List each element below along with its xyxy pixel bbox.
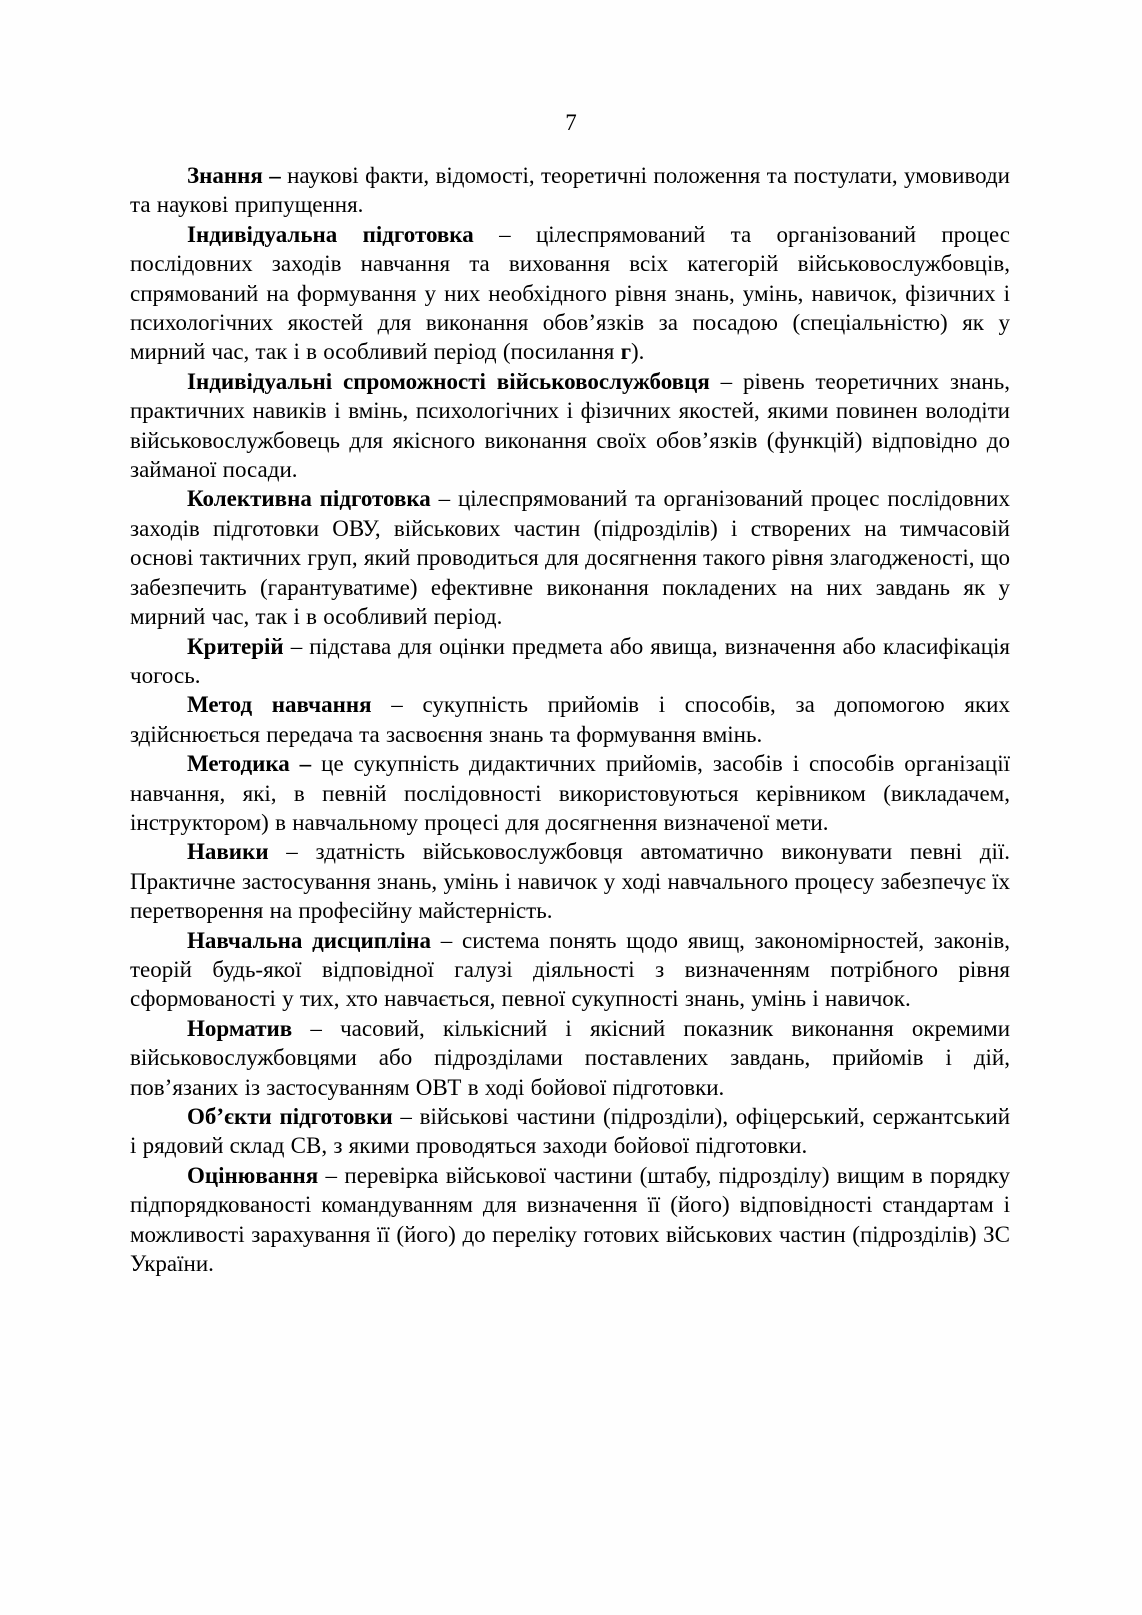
term-definition: – система понять щодо явищ, закономірностей, законів, теорій будь-якої відповідної галузі діяльності з визначенням потрібного рівня сформованості у тих, хто навчається, певної сукупності знань, умінь і навичок. bbox=[130, 927, 1010, 1012]
term-definition: це сукупність дидактичних прийомів, засобів і способів організації навчання, які, в певній послідовності використовуються керівником (викладачем, інструктором) в навчальному процесі для досягнення визначеної мети. bbox=[130, 751, 1010, 835]
term-label: Навчальна дисципліна bbox=[187, 927, 432, 953]
term-label: Індивідуальні спроможності військовослужбовця bbox=[187, 368, 710, 394]
term-label: Критерій bbox=[187, 633, 284, 659]
glossary-paragraph bbox=[130, 749, 1010, 837]
term-definition: – часовий, кількісний і якісний показник виконання окремими військовослужбовцями або підрозділами поставлених завдань, прийомів і дій, пов’язаних із застосуванням ОВТ в ході бойової підготовки. bbox=[130, 1015, 1010, 1100]
term-definition: – сукупність прийомів і способів, за допомогою яких здійснюється передача та засвоєння знань та формування вмінь. bbox=[130, 692, 1010, 747]
reference-tail: ). bbox=[631, 339, 645, 365]
term-label: Норматив bbox=[187, 1015, 293, 1041]
term-label: Метод навчання bbox=[187, 692, 372, 718]
term-definition: – цілеспрямований та організований процес послідовних заходів навчання та виховання всіх категорій військовослужбовців, спрямований на формування у них необхідного рівня знань, умінь, навичок, фізичних і психологічних якостей для виконання обов’язків за посадою (спеціальністю) як у мирний час, так і в особливий період (посилання bbox=[130, 221, 1010, 365]
text-content bbox=[130, 161, 1010, 1278]
term-label: Індивідуальна підготовка bbox=[187, 221, 474, 247]
term-label: Колективна підготовка bbox=[187, 486, 431, 512]
term-definition: наукові факти, відомості, теоретичні положення та постулати, умовиводи та наукові припущення. bbox=[130, 163, 1010, 218]
term-label: Навики bbox=[187, 839, 269, 865]
term-label: Об’єкти підготовки bbox=[187, 1104, 393, 1129]
glossary-paragraph bbox=[130, 690, 1010, 749]
glossary-paragraph bbox=[130, 926, 1010, 1014]
reference-bold: г bbox=[620, 339, 632, 365]
term-label: Методика – bbox=[187, 751, 312, 777]
glossary-paragraph bbox=[130, 367, 1010, 485]
page-number: 7 bbox=[565, 110, 577, 135]
glossary-paragraph bbox=[130, 1014, 1010, 1102]
glossary-paragraph bbox=[130, 837, 1010, 925]
glossary-paragraph bbox=[130, 161, 1010, 220]
term-definition: – перевірка військової частини (штабу, підрозділу) вищим в порядку підпорядкованості командуванням для визначення її (його) відповідності стандартам і можливості зарахування її (його) до переліку готових військових частин (підрозділів) ЗС України. bbox=[130, 1162, 1010, 1277]
glossary-paragraph bbox=[130, 1161, 1010, 1279]
term-definition: – рівень теоретичних знань, практичних навиків і вмінь, психологічних і фізичних якостей, якими повинен володіти військовослужбовець для якісного виконання своїх обов’язків (функцій) відповідно до займаної посади. bbox=[130, 368, 1010, 483]
term-label: Оцінювання bbox=[187, 1162, 319, 1188]
glossary-paragraph bbox=[130, 220, 1010, 367]
term-definition: – підстава для оцінки предмета або явища, визначення або класифікація чогось. bbox=[130, 633, 1010, 688]
term-definition: – цілеспрямований та організований процес послідовних заходів підготовки ОВУ, військових частин (підрозділів) і створених на тимчасовій основі тактичних груп, який проводиться для досягнення такого рівня злагодженості, що забезпечить (гарантуватиме) ефективне виконання покладених на них завдань як у мирний час, так і в особливий період. bbox=[130, 486, 1010, 630]
glossary-paragraph bbox=[130, 484, 1010, 631]
term-label: Знання – bbox=[187, 163, 281, 188]
term-definition: – військові частини (підрозділи), офіцерський, сержантський і рядовий склад СВ, з якими проводяться заходи бойової підготовки. bbox=[130, 1104, 1010, 1159]
term-definition: – здатність військовослужбовця автоматично виконувати певні дії. Практичне застосування знань, умінь і навичок у ході навчального процесу забезпечує їх перетворення на професійну майстерність. bbox=[130, 839, 1010, 924]
glossary-paragraph bbox=[130, 632, 1010, 691]
glossary-paragraph bbox=[130, 1102, 1010, 1161]
